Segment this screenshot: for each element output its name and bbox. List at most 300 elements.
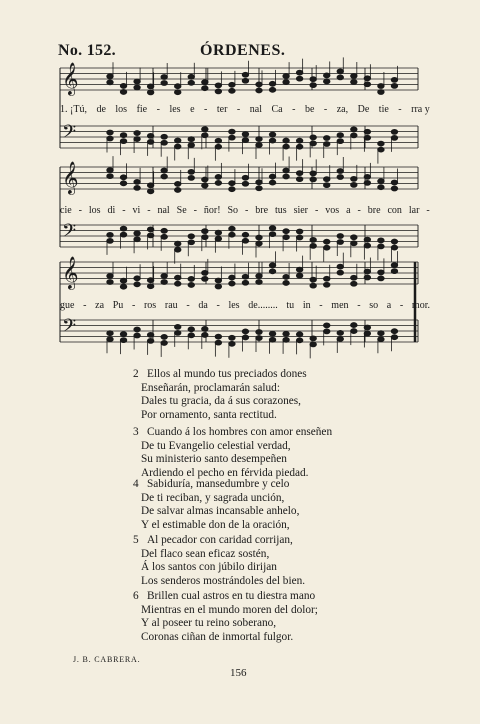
note-head <box>378 84 384 89</box>
note-head <box>175 84 181 89</box>
verse-5 <box>133 534 305 588</box>
note-head <box>202 235 208 240</box>
note-head <box>215 83 221 88</box>
note-head <box>256 274 262 279</box>
note-head <box>324 239 330 244</box>
note-head <box>188 80 194 85</box>
note-head <box>120 84 126 89</box>
verse-line: Brillen cual astros en tu diestra mano <box>147 590 316 602</box>
note-head <box>296 76 302 81</box>
note-head <box>310 135 316 140</box>
lyric-syllable: Pu <box>112 300 124 311</box>
note-head <box>296 273 302 278</box>
note-head <box>147 278 153 283</box>
note-head <box>310 342 316 347</box>
verse-number: 2 <box>133 368 139 380</box>
note-head <box>147 233 153 238</box>
note-head <box>120 338 126 343</box>
verse-line: Ardiendo el pecho en férvida piedad. <box>141 466 309 479</box>
note-head <box>364 180 370 185</box>
lyric-syllable: - <box>122 205 126 216</box>
note-head <box>391 83 397 88</box>
verse-number: 6 <box>133 590 139 602</box>
note-head <box>147 139 153 144</box>
note-head <box>120 278 126 283</box>
lyric-syllable: za <box>95 300 105 311</box>
verse-number: 3 <box>133 426 139 438</box>
note-head <box>134 79 140 84</box>
lyric-syllable: mor. <box>411 300 430 311</box>
note-head <box>283 229 289 234</box>
note-head <box>242 175 248 180</box>
note-head <box>337 139 343 144</box>
note-head <box>215 138 221 143</box>
note-head <box>215 175 221 180</box>
lyric-syllable: bre <box>255 205 269 216</box>
note-head <box>310 177 316 182</box>
note-head <box>188 175 194 180</box>
note-head <box>296 338 302 343</box>
note-head <box>283 331 289 336</box>
note-head <box>296 267 302 272</box>
note-head <box>337 337 343 342</box>
verse-number: 4 <box>133 478 139 490</box>
lyric-syllable: be <box>304 104 315 115</box>
lyric-syllable: e <box>190 104 195 115</box>
note-head <box>107 337 113 342</box>
note-head <box>324 177 330 182</box>
note-head <box>256 186 262 191</box>
lyric-syllable: ñor! <box>203 205 221 216</box>
note-head <box>364 129 370 134</box>
bass-clef-icon: 𝄢 <box>62 316 77 341</box>
note-head <box>324 183 330 188</box>
note-head <box>134 282 140 287</box>
note-head <box>215 230 221 235</box>
bass-clef-icon: 𝄢 <box>62 221 77 246</box>
verse-4 <box>133 478 299 532</box>
lyric-syllable: ter <box>216 104 228 115</box>
bass-clef-icon: 𝄢 <box>62 122 77 147</box>
note-head <box>283 168 289 173</box>
note-head <box>337 264 343 269</box>
note-head <box>310 336 316 341</box>
note-head <box>296 229 302 234</box>
lyric-syllable: - <box>131 300 136 311</box>
lyric-syllable: da <box>198 300 208 311</box>
note-head <box>188 333 194 338</box>
note-head <box>269 331 275 336</box>
note-head <box>337 270 343 275</box>
note-head <box>364 275 370 280</box>
note-head <box>364 269 370 274</box>
hymn-number: No. 152. <box>58 42 116 59</box>
lyric-syllable: - <box>216 300 220 311</box>
note-head <box>215 89 221 94</box>
lyric-syllable: tus <box>274 205 287 216</box>
note-head <box>229 341 235 346</box>
note-head <box>351 80 357 85</box>
note-head <box>120 226 126 231</box>
note-head <box>364 82 370 87</box>
note-head <box>296 70 302 75</box>
note-head <box>107 174 113 179</box>
note-head <box>215 334 221 339</box>
treble-clef-icon: 𝄞 <box>62 256 79 289</box>
lyric-syllable: a <box>386 300 392 311</box>
verse-line: Mientras en el mundo moren del dolor; <box>141 603 318 616</box>
verse-line: De ti reciban, y sagrada unción, <box>141 491 285 504</box>
note-head <box>215 278 221 283</box>
note-head <box>364 174 370 179</box>
note-head <box>391 245 397 250</box>
note-head <box>337 331 343 336</box>
note-head <box>188 240 194 245</box>
verse-6 <box>133 590 318 644</box>
note-head <box>229 187 235 192</box>
note-head <box>283 281 289 286</box>
note-head <box>337 169 343 174</box>
note-head <box>391 239 397 244</box>
note-head <box>202 80 208 85</box>
note-head <box>107 74 113 79</box>
note-head <box>107 130 113 135</box>
note-head <box>378 337 384 342</box>
verse-line: Su ministerio santo desempeñen <box>141 453 287 466</box>
verse-line: De salvar almas incansable anhelo, <box>141 505 300 518</box>
note-head <box>296 177 302 182</box>
lyric-syllable: de........ <box>248 300 278 311</box>
verse-number: 5 <box>133 534 139 546</box>
note-head <box>229 335 235 340</box>
note-head <box>351 329 357 334</box>
note-head <box>175 182 181 187</box>
note-head <box>364 135 370 140</box>
note-head <box>175 325 181 330</box>
note-head <box>269 269 275 274</box>
note-head <box>378 179 384 184</box>
note-head <box>391 335 397 340</box>
note-head <box>269 174 275 179</box>
verse-line: Cuando á los hombres con amor enseñen <box>147 426 333 438</box>
note-head <box>188 74 194 79</box>
note-head <box>107 80 113 85</box>
note-head <box>120 181 126 186</box>
lyric-syllable: sier <box>293 205 309 216</box>
lyric-syllable: 1. ¡Tú, <box>60 104 87 115</box>
lyric-syllable: men <box>331 300 349 311</box>
note-head <box>378 331 384 336</box>
note-head <box>161 75 167 80</box>
note-head <box>269 138 275 143</box>
note-head <box>337 175 343 180</box>
note-head <box>120 232 126 237</box>
note-head <box>107 168 113 173</box>
verse-line: Á los santos con júbilo dirijan <box>141 561 277 574</box>
note-head <box>147 183 153 188</box>
lyric-syllable: les <box>228 300 240 311</box>
lyrics-system-3 <box>60 300 430 311</box>
note-head <box>175 331 181 336</box>
note-head <box>175 138 181 143</box>
verse-line: Del flaco sean eficaz sostén, <box>141 547 270 560</box>
note-head <box>161 140 167 145</box>
lyric-syllable: - <box>147 205 151 216</box>
lyric-syllable: rra y <box>411 104 430 115</box>
note-head <box>134 327 140 332</box>
note-head <box>378 90 384 95</box>
note-head <box>188 327 194 332</box>
note-head <box>107 136 113 141</box>
note-head <box>256 82 262 87</box>
note-head <box>147 90 153 95</box>
lyrics-system-2 <box>60 205 430 216</box>
lyric-syllable: bre <box>367 205 381 216</box>
note-head <box>175 247 181 252</box>
lyric-syllable: a <box>346 205 351 216</box>
note-head <box>147 338 153 343</box>
lyric-syllable: tie <box>378 104 389 115</box>
note-head <box>161 174 167 179</box>
note-head <box>310 283 316 288</box>
note-head <box>175 281 181 286</box>
note-head <box>242 72 248 77</box>
verse-line: Los senderos mostrándoles del bien. <box>141 574 306 587</box>
note-head <box>161 168 167 173</box>
note-head <box>364 331 370 336</box>
note-head <box>229 181 235 186</box>
note-head <box>188 169 194 174</box>
note-head <box>134 131 140 136</box>
note-head <box>324 276 330 281</box>
page-number: 156 <box>230 667 247 679</box>
note-head <box>161 280 167 285</box>
verse-line: Al pecador con caridad corrijan, <box>147 534 293 546</box>
lyric-syllable: los <box>115 104 128 115</box>
note-head <box>296 235 302 240</box>
note-head <box>351 74 357 79</box>
note-head <box>202 133 208 138</box>
note-head <box>391 329 397 334</box>
note-head <box>269 81 275 86</box>
note-head <box>391 136 397 141</box>
note-head <box>256 88 262 93</box>
note-head <box>242 238 248 243</box>
note-head <box>107 280 113 285</box>
lyric-syllable: nal <box>249 104 262 115</box>
note-head <box>134 85 140 90</box>
note-head <box>202 277 208 282</box>
note-head <box>229 226 235 231</box>
lyric-syllable: Se <box>176 205 187 216</box>
note-head <box>120 90 126 95</box>
note-head <box>229 129 235 134</box>
note-head <box>310 171 316 176</box>
lyric-syllable: - <box>357 205 361 216</box>
note-head <box>215 340 221 345</box>
lyric-syllable: vi <box>132 205 141 216</box>
note-head <box>215 236 221 241</box>
author-credit: J. B. CABRERA. <box>73 655 141 664</box>
note-head <box>202 229 208 234</box>
lyric-syllable: los <box>88 205 101 216</box>
lyric-syllable: - <box>78 205 82 216</box>
note-head <box>351 275 357 280</box>
note-head <box>161 341 167 346</box>
note-head <box>175 188 181 193</box>
note-head <box>351 127 357 132</box>
lyric-syllable: - <box>426 205 430 216</box>
note-head <box>364 237 370 242</box>
lyric-syllable: - <box>186 300 190 311</box>
note-head <box>283 80 289 85</box>
lyric-syllable: - <box>319 300 323 311</box>
note-head <box>120 133 126 138</box>
note-head <box>269 337 275 342</box>
note-head <box>175 144 181 149</box>
note-head <box>324 136 330 141</box>
note-head <box>147 332 153 337</box>
note-head <box>351 281 357 286</box>
note-head <box>242 78 248 83</box>
note-head <box>337 133 343 138</box>
treble-clef-icon: 𝄞 <box>62 62 79 95</box>
verse-line: Y al poseer tu reino soberano, <box>141 617 277 630</box>
note-head <box>324 73 330 78</box>
note-head <box>378 244 384 249</box>
note-head <box>310 237 316 242</box>
lyric-syllable: vos <box>325 205 340 216</box>
note-head <box>120 139 126 144</box>
lyric-syllable: di <box>107 205 116 216</box>
note-head <box>378 238 384 243</box>
note-head <box>188 283 194 288</box>
note-head <box>161 81 167 86</box>
note-head <box>134 333 140 338</box>
note-head <box>120 284 126 289</box>
note-head <box>337 234 343 239</box>
lyric-syllable: - <box>83 300 87 311</box>
note-head <box>269 132 275 137</box>
note-head <box>120 175 126 180</box>
note-head <box>256 241 262 246</box>
verse-line: Ellos al mundo tus preciados dones <box>147 368 307 380</box>
lyric-syllable: - <box>193 205 197 216</box>
lyric-syllable: - <box>314 205 319 216</box>
lyric-syllable: gue <box>60 300 75 311</box>
hymn-title: ÓRDENES. <box>200 42 286 59</box>
note-head <box>202 183 208 188</box>
note-head <box>256 280 262 285</box>
note-head <box>351 241 357 246</box>
lyric-syllable: - <box>156 104 160 115</box>
note-head <box>161 274 167 279</box>
lyric-syllable: fie <box>136 104 148 115</box>
note-head <box>378 141 384 146</box>
note-head <box>324 142 330 147</box>
note-head <box>229 88 235 93</box>
note-head <box>107 331 113 336</box>
lyric-syllable: so <box>369 300 379 311</box>
lyric-syllable: les <box>169 104 181 115</box>
note-head <box>283 174 289 179</box>
verse-line: Por ornamento, santa rectitud. <box>141 408 277 421</box>
note-head <box>351 323 357 328</box>
note-head <box>107 238 113 243</box>
note-head <box>229 232 235 237</box>
note-head <box>202 86 208 91</box>
note-head <box>351 176 357 181</box>
note-head <box>147 284 153 289</box>
note-head <box>324 329 330 334</box>
note-head <box>364 76 370 81</box>
note-head <box>147 84 153 89</box>
note-head <box>310 243 316 248</box>
verse-3 <box>133 426 332 480</box>
note-head <box>107 274 113 279</box>
lyric-syllable: rau <box>164 300 178 311</box>
note-head <box>364 243 370 248</box>
note-head <box>242 138 248 143</box>
verse-line: Coronas ciñan de inmortal fulgor. <box>141 630 294 643</box>
lyric-syllable: De <box>357 104 370 115</box>
note-head <box>242 280 248 285</box>
note-head <box>283 337 289 342</box>
note-head <box>147 227 153 232</box>
note-head <box>215 144 221 149</box>
note-head <box>242 335 248 340</box>
note-head <box>324 282 330 287</box>
note-head <box>134 180 140 185</box>
note-head <box>283 138 289 143</box>
note-head <box>351 235 357 240</box>
note-head <box>269 87 275 92</box>
note-head <box>391 186 397 191</box>
lyrics-system-1 <box>60 104 430 115</box>
note-head <box>188 277 194 282</box>
lyric-syllable: cie <box>60 205 72 216</box>
note-head <box>310 77 316 82</box>
note-head <box>283 74 289 79</box>
note-head <box>269 180 275 185</box>
note-head <box>161 134 167 139</box>
lyric-syllable: nal <box>157 205 170 216</box>
note-head <box>378 276 384 281</box>
lyric-syllable: con <box>387 205 402 216</box>
note-head <box>188 234 194 239</box>
verse-line: De tu Evangelio celestial verdad, <box>141 439 291 452</box>
note-head <box>107 232 113 237</box>
note-head <box>256 330 262 335</box>
note-head <box>269 232 275 237</box>
note-head <box>229 281 235 286</box>
note-head <box>256 143 262 148</box>
note-head <box>391 269 397 274</box>
note-head <box>202 327 208 332</box>
lyric-syllable: - <box>399 300 404 311</box>
verse-line: Enseñarán, proclamarán salud: <box>141 381 280 394</box>
note-head <box>283 144 289 149</box>
note-head <box>242 329 248 334</box>
lyric-syllable: - <box>244 205 249 216</box>
lyric-syllable: za, <box>336 104 349 115</box>
lyric-syllable: Ca <box>271 104 283 115</box>
treble-clef-icon: 𝄞 <box>62 161 79 194</box>
note-head <box>269 226 275 231</box>
note-head <box>283 235 289 240</box>
note-head <box>364 325 370 330</box>
lyric-syllable: - <box>292 104 296 115</box>
